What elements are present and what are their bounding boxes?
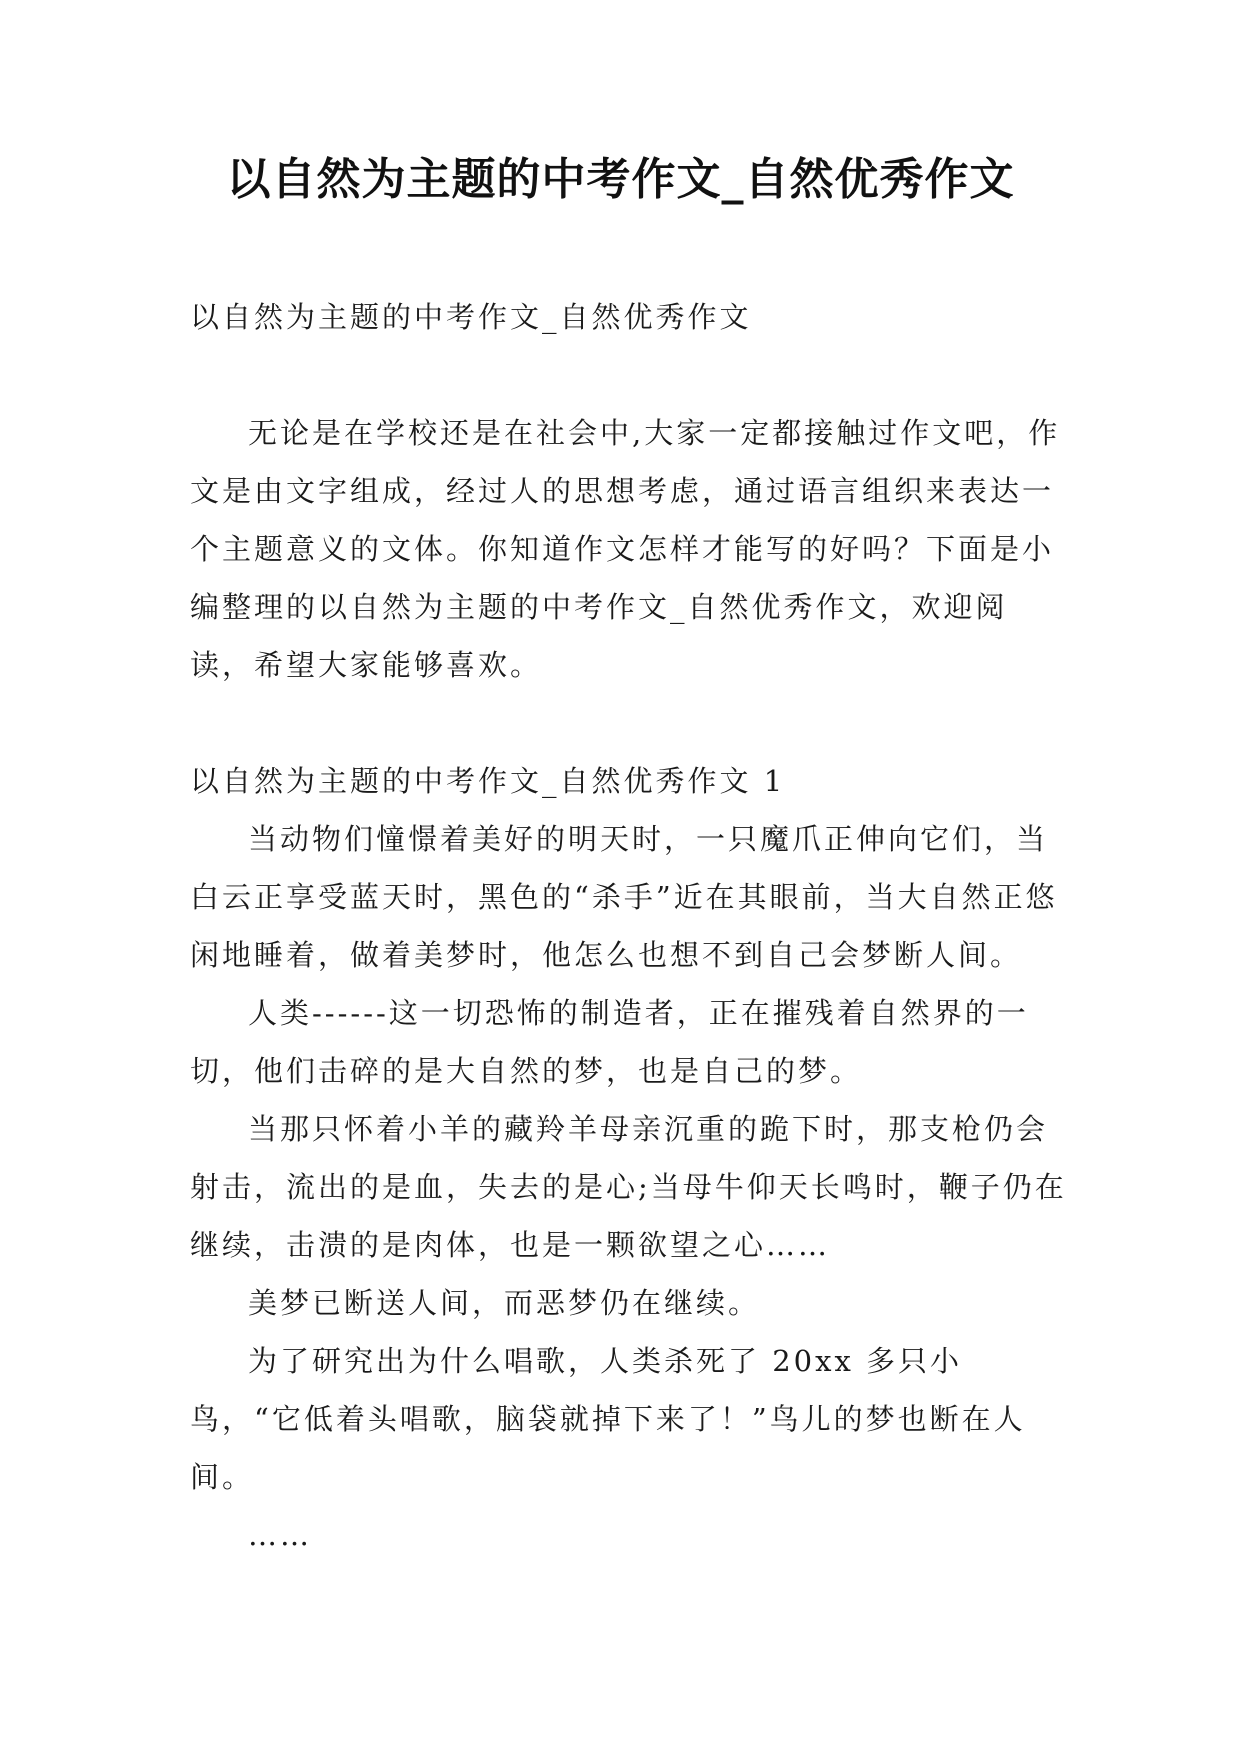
- ellipsis-paragraph: ……: [248, 1518, 312, 1552]
- body-paragraph: 美梦已断送人间，而恶梦仍在继续。: [248, 1286, 761, 1320]
- body-paragraph: 为了研究出为什么唱歌，人类杀死了 20xx 多只小鸟，“它低着头唱歌，脑袋就掉下来了！”鸟儿的梦也断在人间。: [190, 1344, 1026, 1494]
- body-paragraph: 当动物们憧憬着美好的明天时，一只魔爪正伸向它们，当白云正享受蓝天时，黑色的“杀手”近在其眼前，当大自然正悠闲地睡着，做着美梦时，他怎么也想不到自己会梦断人间。: [190, 822, 1058, 972]
- body-paragraph: 当那只怀着小羊的藏羚羊母亲沉重的跪下时，那支枪仍会射击，流出的是血，失去的是心;当母牛仰天长鸣时，鞭子仍在继续，击溃的是肉体，也是一颗欲望之心……: [190, 1112, 1067, 1262]
- section-heading: 以自然为主题的中考作文_自然优秀作文 1: [190, 764, 786, 798]
- body-paragraph: 人类------这一切恐怖的制造者，正在摧残着自然界的一切，他们击碎的是大自然的梦，也是自己的梦。: [190, 996, 1029, 1088]
- document-subtitle: 以自然为主题的中考作文_自然优秀作文: [190, 300, 752, 334]
- intro-paragraph: 无论是在学校还是在社会中,大家一定都接触过作文吧，作文是由文字组成，经过人的思想考虑，通过语言组织来表达一个主题意义的文体。你知道作文怎样才能写的好吗？下面是小编整理的以自然为主题的中考作文_自然优秀作文，欢迎阅读，希望大家能够喜欢。: [190, 416, 1061, 682]
- document-body: [190, 288, 1070, 1564]
- document-title: 以自然为主题的中考作文_自然优秀作文: [226, 154, 1015, 205]
